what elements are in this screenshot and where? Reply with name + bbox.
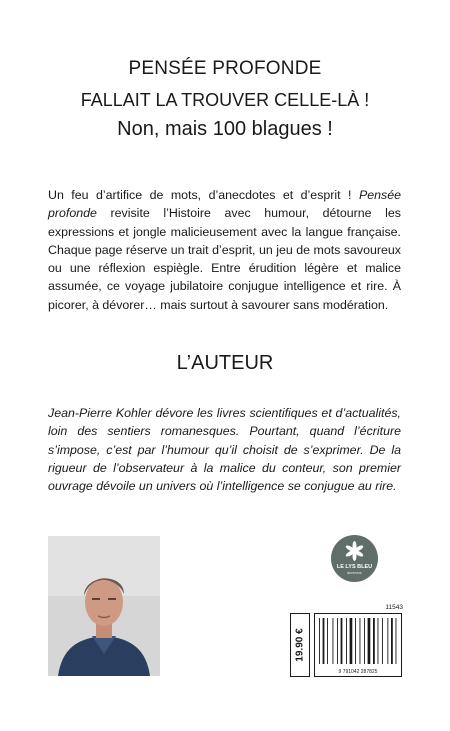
barcode-bar (341, 618, 343, 664)
author-portrait-image (48, 536, 160, 676)
reference-number: 11543 (385, 604, 403, 611)
barcode-bar (368, 618, 371, 664)
barcode-bar (387, 618, 388, 664)
publisher-logo (331, 535, 378, 582)
price-label: 19.90 € (294, 628, 306, 662)
author-bio: Jean-Pierre Kohler dévore les livres scientifiques et d’actualités, loin des sentiers romanesques. Pourtant, quand l’écriture s’impose, c’est par l’humour qu’il choisit de s’exprimer. De la rigueur de l’observateur à la malice du conteur, son premier ouvrage dévoile un univers où l’intelligence se conjugue au rire. (48, 406, 401, 494)
barcode-bar (396, 618, 397, 664)
publisher-name: LE LYS BLEU (336, 564, 373, 570)
book-tagline: Non, mais 100 blagues ! (117, 118, 333, 140)
back-cover-blurb (48, 186, 401, 314)
barcode-bar (355, 618, 356, 664)
blurb-book-title: Pensée profonde (48, 188, 401, 221)
barcode-bar (382, 618, 383, 664)
author-heading: L’AUTEUR (176, 352, 274, 374)
barcode-bar (333, 618, 334, 664)
lily-flower-icon (331, 535, 378, 582)
barcode-bar (327, 618, 328, 664)
barcode-bar (319, 618, 320, 664)
barcode-bar (391, 618, 393, 664)
barcode-bar (323, 618, 325, 664)
barcode-bar (364, 618, 365, 664)
isbn-number: 9 791042 287825 (338, 669, 378, 675)
isbn-barcode (314, 613, 402, 677)
price-box (290, 613, 310, 677)
barcode-bar (350, 618, 353, 664)
barcode-bars (315, 614, 401, 676)
book-subtitle: FALLAIT LA TROUVER CELLE-LÀ ! (80, 90, 370, 110)
barcode-bar (360, 618, 361, 664)
blurb-text-start: Un feu d’artifice de mots, d’anecdotes et d’esprit ! (48, 188, 359, 202)
barcode-bar (337, 618, 338, 664)
barcode-bar (378, 618, 379, 664)
barcode-bar (373, 618, 375, 664)
book-title: PENSÉE PROFONDE (128, 58, 322, 79)
author-photo (48, 536, 160, 676)
blurb-text-end: revisite l’Histoire avec humour, détourne les expressions et jongle malicieusement avec la langue française. Chaque page réserve un trait d’esprit, un jeu de mots savoureux ou une réflexion espiègle. Entre érudition légère et malice assumée, ce voyage jubilatoire conjugue intelligence et rire. À picorer, à dévorer… mais surtout à savourer sans modération. (48, 206, 401, 312)
barcode-bar (346, 618, 347, 664)
publisher-sub: ÉDITIONS (347, 571, 362, 575)
